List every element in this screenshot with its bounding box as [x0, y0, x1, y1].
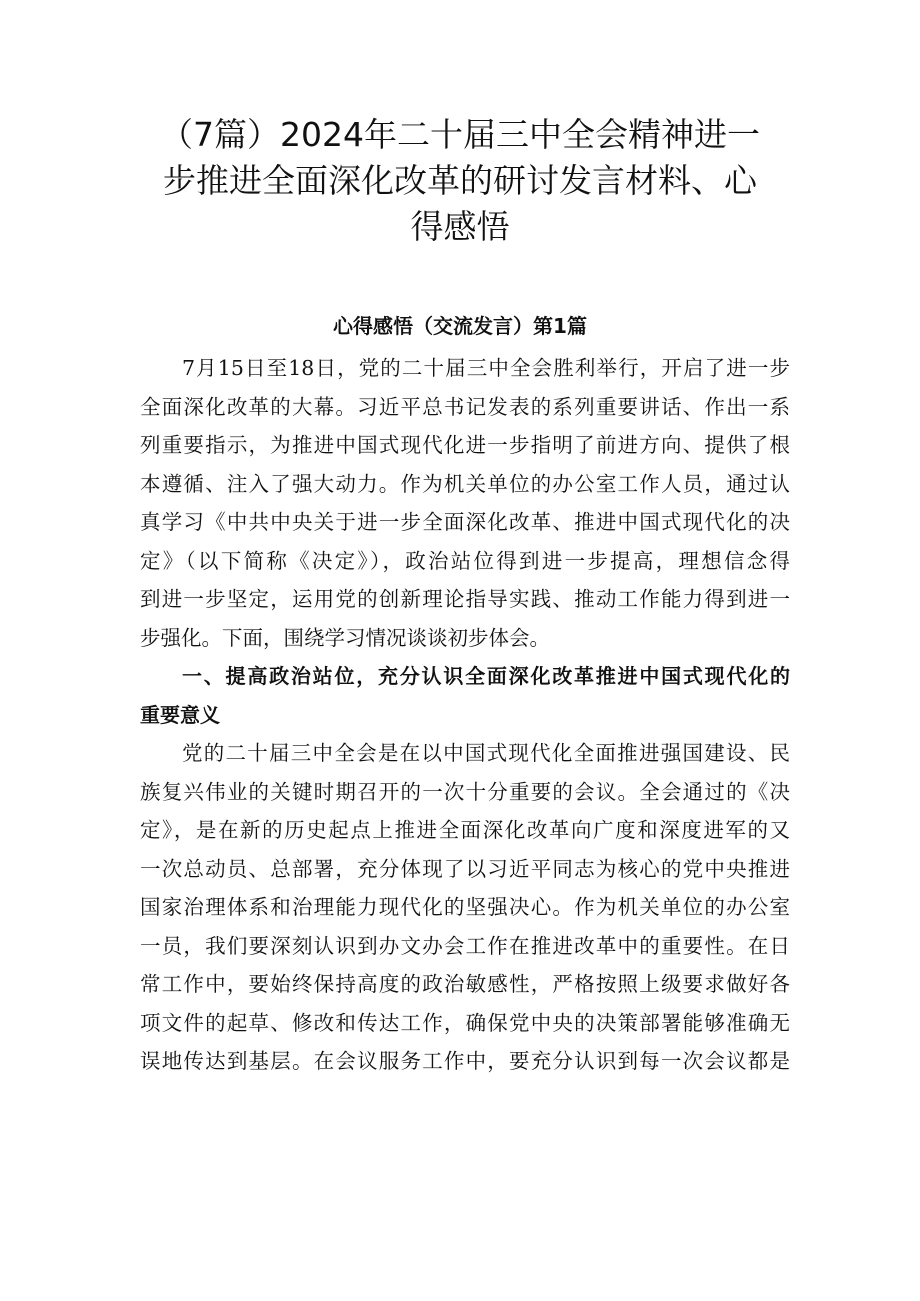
paragraph-2 — [140, 734, 790, 1081]
heading-line: 一、提高政治站位，充分认识全面深化改革推进中国式现代化的 — [182, 664, 790, 688]
text-line: 党的二十届三中全会是在以中国式现代化全面推进强国建设、民 — [182, 741, 790, 765]
document-title — [130, 112, 790, 250]
text-line: 常工作中，要始终保持高度的政治敏感性，严格按照上级要求做好各 — [140, 972, 790, 996]
heading-1 — [140, 657, 790, 734]
document-body — [140, 349, 790, 1081]
text-line: 族复兴伟业的关键时期召开的一次十分重要的会议。全会通过的《决 — [140, 779, 790, 804]
heading-line: 重要意义 — [140, 702, 220, 727]
title-line: 得感悟 — [410, 207, 510, 246]
section-title: 心得感悟（交流发言）第1篇 — [333, 314, 587, 338]
text-line: 到进一步坚定，运用党的创新理论指导实践、推动工作能力得到进一 — [140, 587, 790, 611]
text-line: 误地传达到基层。在会议服务工作中，要充分认识到每一次会议都是 — [140, 1049, 790, 1073]
text-line: 定》，是在新的历史起点上推进全面深化改革向广度和深度进军的又 — [140, 818, 790, 842]
text-line: 7月15日至18日，党的二十届三中全会胜利举行，开启了进一步 — [182, 356, 790, 380]
text-line: 一员，我们要深刻认识到办文办会工作在推进改革中的重要性。在日 — [140, 933, 790, 958]
text-line: 国家治理体系和治理能力现代化的坚强决心。作为机关单位的办公室 — [140, 895, 790, 919]
text-line: 真学习《中共中央关于进一步全面深化改革、推进中国式现代化的决 — [140, 510, 790, 534]
paragraph-intro — [140, 349, 790, 657]
text-line: 一次总动员、总部署，充分体现了以习近平同志为核心的党中央推进 — [140, 856, 790, 881]
text-line: 列重要指示，为推进中国式现代化进一步指明了前进方向、提供了根 — [140, 433, 790, 457]
text-line: 步强化。下面，围绕学习情况谈谈初步体会。 — [140, 625, 550, 650]
text-line: 定》（以下简称《决定》），政治站位得到进一步提高，理想信念得 — [140, 548, 790, 573]
title-line: （7篇）2024年二十届三中全会精神进一 — [160, 115, 760, 154]
text-line: 项文件的起草、修改和传达工作，确保党中央的决策部署能够准确无 — [140, 1010, 790, 1035]
text-line: 全面深化改革的大幕。习近平总书记发表的系列重要讲话、作出一系 — [140, 394, 790, 419]
text-line: 本遵循、注入了强大动力。作为机关单位的办公室工作人员，通过认 — [140, 471, 790, 496]
title-line: 步推进全面深化改革的研讨发言材料、心 — [163, 161, 757, 200]
